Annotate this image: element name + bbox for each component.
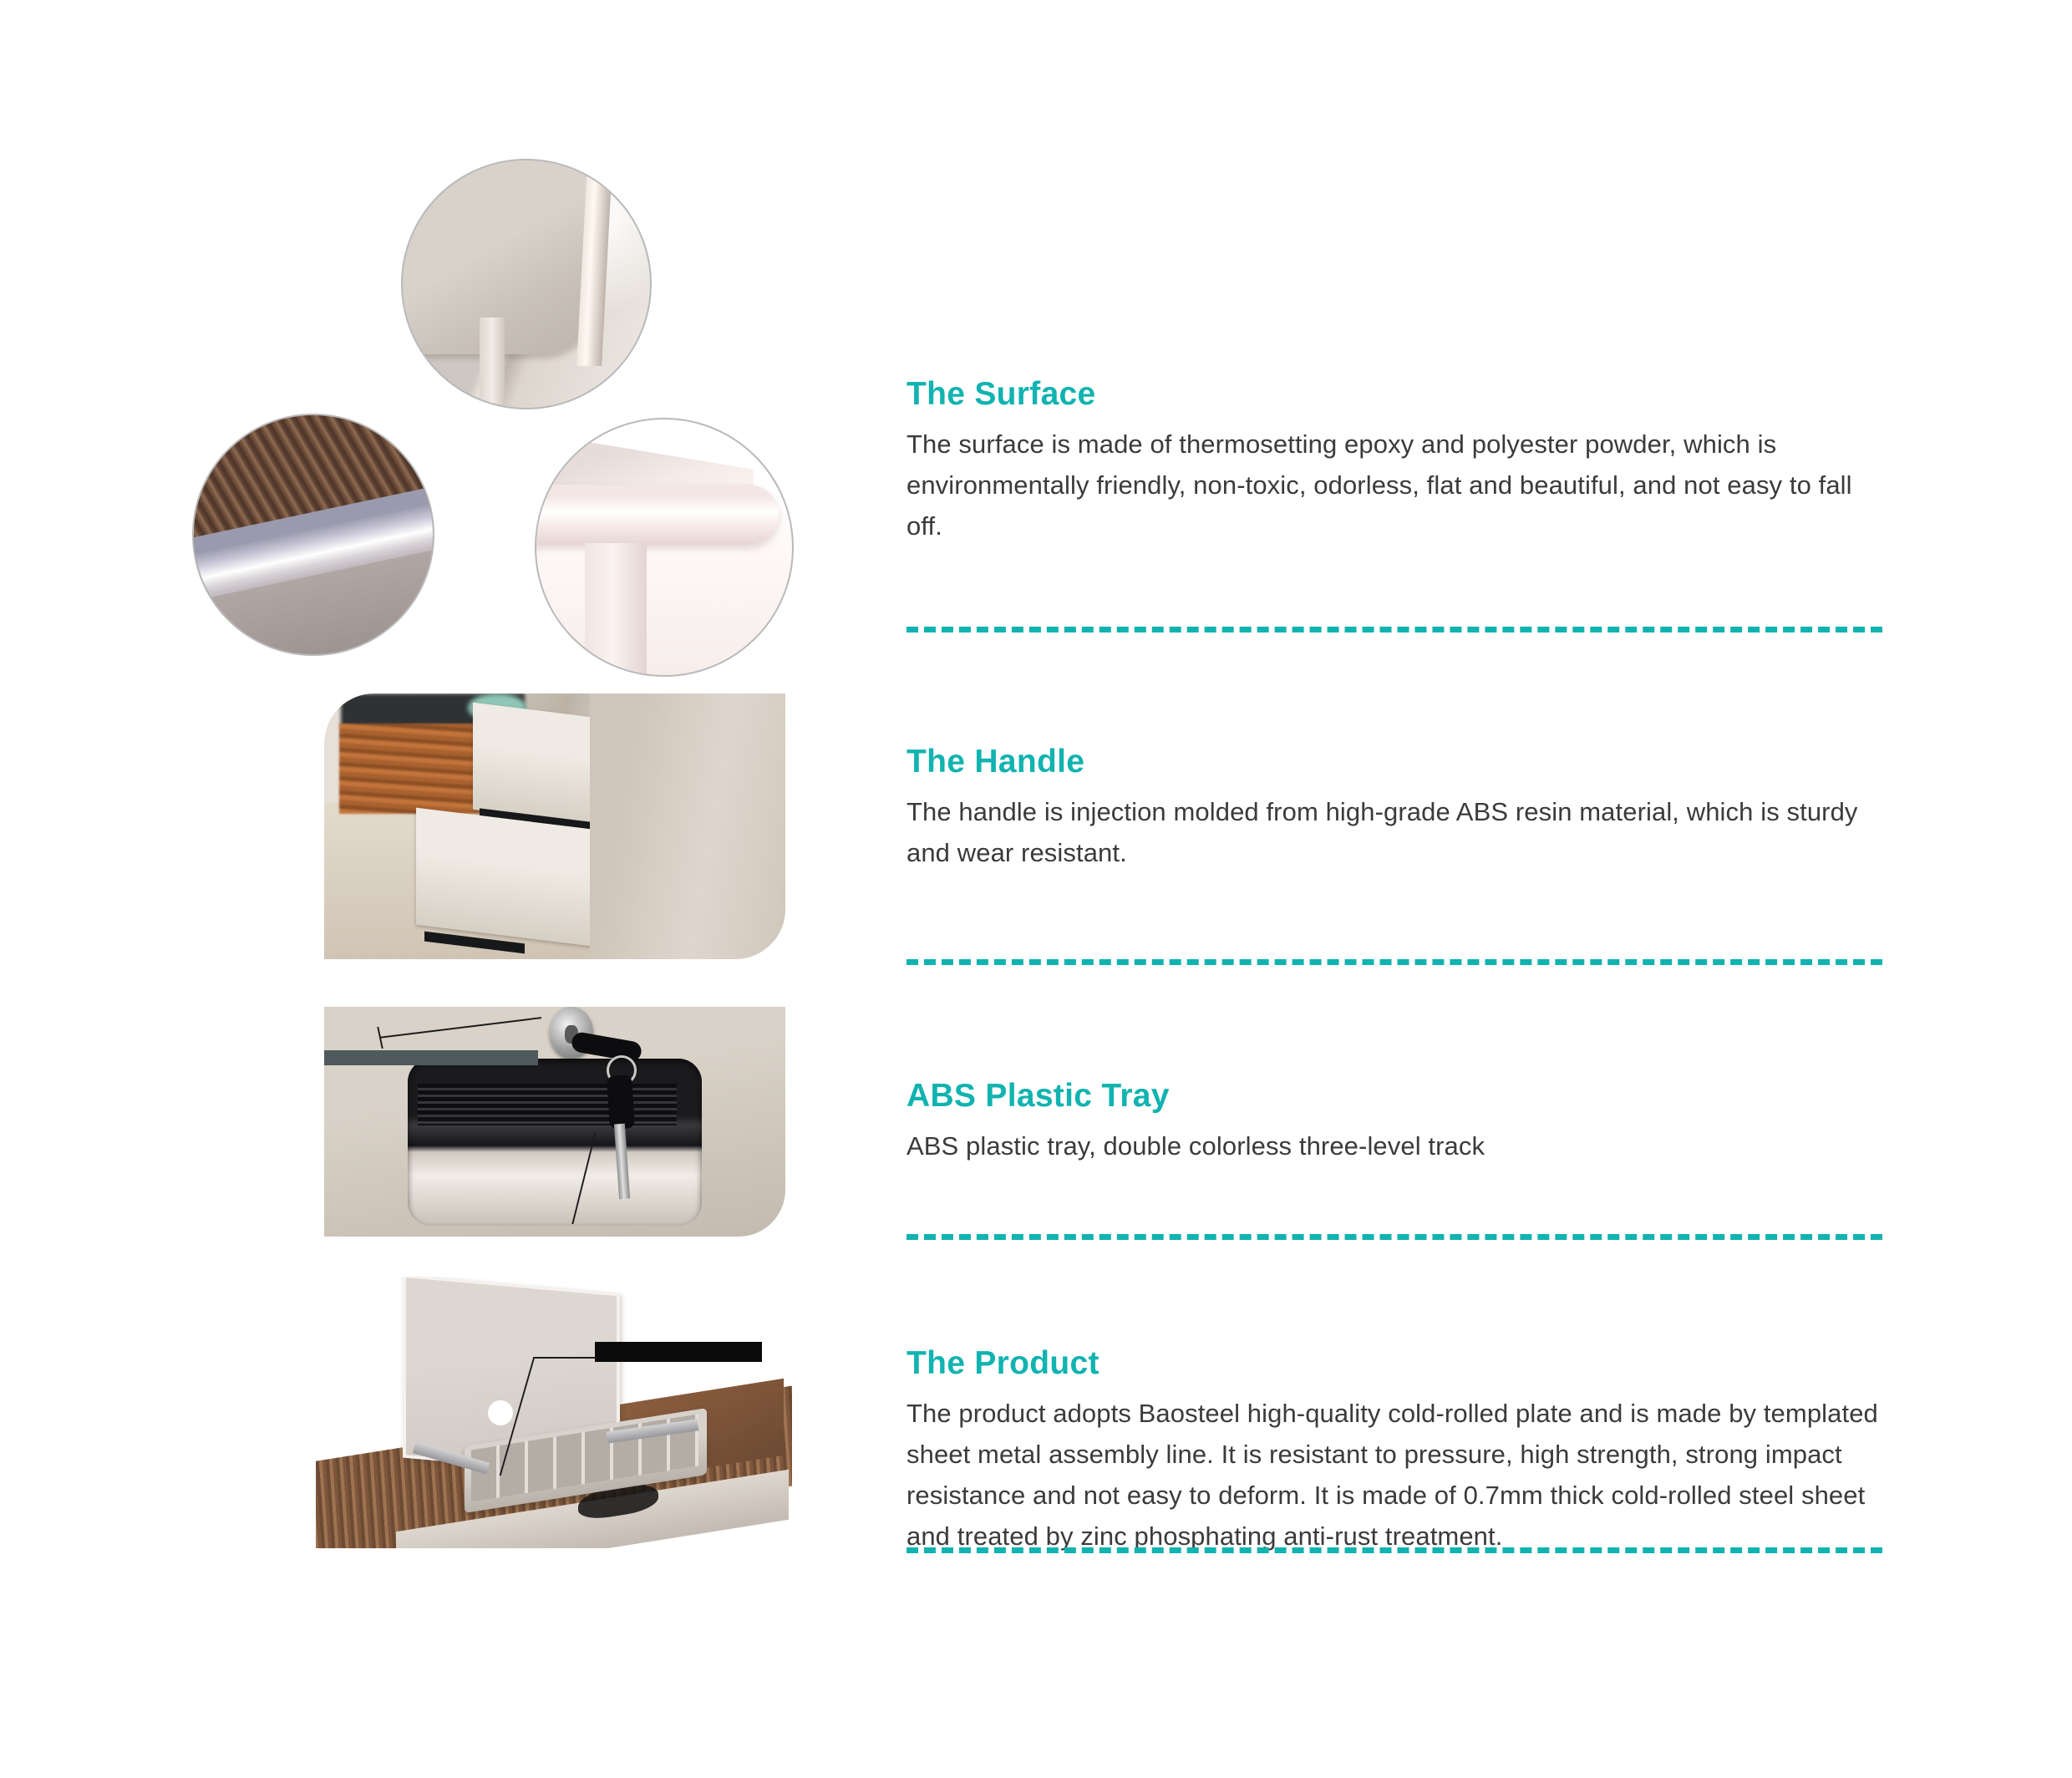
section-divider-3: [906, 1234, 1882, 1240]
section-handle-body: The handle is injection molded from high-grade ABS resin material, which is sturdy and wear resistant.: [906, 796, 1858, 867]
edge-profile-closeup-image: [535, 418, 794, 677]
section-product-heading: The Product: [906, 1345, 1099, 1381]
redacted-label-bar: [595, 1342, 762, 1362]
section-tray-body: ABS plastic tray, double colorless three-level track: [906, 1130, 1485, 1161]
section-product-body: The product adopts Baosteel high-quality cold-rolled plate and is made by templated sheet metal assembly line. It is resistant to pressure, high strength, strong impact resistance and not easy to deform. It is made of 0.7mm thick cold-rolled steel sheet and treated by zinc phosphating anti-rust treatment.: [906, 1398, 1878, 1551]
filing-cabinet-drawers-image: [324, 693, 785, 959]
drawer-lower: [416, 808, 598, 947]
section-divider-2: [906, 959, 1882, 965]
handle-ridges: [418, 1084, 677, 1125]
metal-edge-wood-closeup-image: [192, 414, 434, 656]
section-divider-1: [906, 627, 1882, 632]
drawer-upper: [473, 703, 598, 825]
section-surface: [906, 376, 1892, 547]
section-tray: [906, 1078, 1892, 1167]
section-handle-heading: The Handle: [906, 744, 1085, 780]
section-handle: [906, 744, 1892, 874]
handle-lock-keys-image: [324, 1007, 785, 1237]
section-divider-4: [906, 1547, 1882, 1553]
key-head-lower: [607, 1074, 635, 1130]
corner-leg: [480, 318, 505, 409]
image-column: [0, 0, 886, 1778]
redacted-label-bar: [324, 1050, 538, 1065]
edge-stem: [585, 543, 647, 677]
section-product: [906, 1345, 1892, 1557]
cabinet-side-panel: [590, 693, 785, 959]
cabinet-corner-closeup-image: [401, 159, 652, 409]
drawer-lock-hole: [488, 1400, 513, 1425]
edge-rolled-lip: [535, 485, 779, 545]
section-surface-heading: The Surface: [906, 376, 1096, 412]
text-column: [906, 0, 1892, 1778]
drawer-abs-tray-image: [316, 1277, 792, 1548]
section-tray-heading: ABS Plastic Tray: [906, 1078, 1170, 1114]
section-surface-body: The surface is made of thermosetting epoxy and polyester powder, which is environmentally friendly, non-toxic, odorless, flat and beautiful, and not easy to fall off.: [906, 429, 1852, 541]
stacked-planks: [339, 724, 485, 814]
